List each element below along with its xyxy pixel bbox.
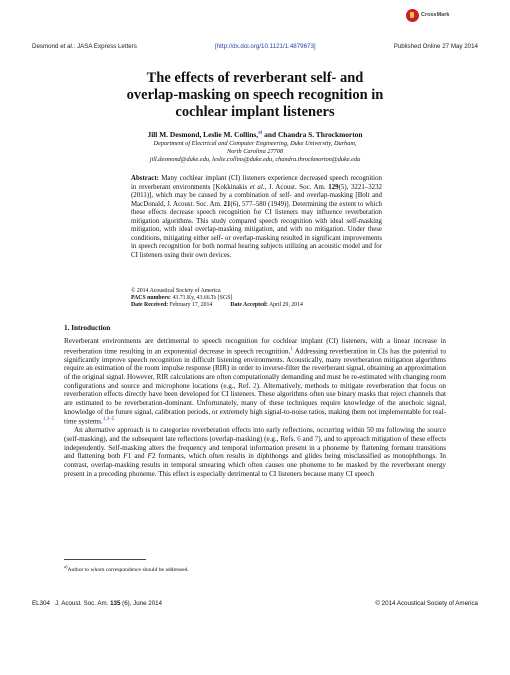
author-emails: jill.desmond@duke.edu, leslie.collins@duke.edu, chandra.throckmorton@duke.edu [149, 156, 361, 164]
abstract: Abstract: Many cochlear implant (CI) listeners experience decreased speech recognition in reverberant environments [Kokkinakis et al., J. Acoust. Soc. Am. 129(5), 3221–3232 (2011)], which may be caused by a combination of self- and overlap-masking [Bolt and MacDonald, J. Acoust. Soc. Am. 21(6), 577–580 (1949)]. Determining the extent to which these effects decrease speech recognition for CI listeners may influence reverberation mitigation algorithms. This study compared speech recognition with ideal self-masking mitigation, with ideal overlap-masking mitigation, and with no mitigation. Under these conditions, mitigating either self- or overlap-masking resulted in significant improvements in speech recognition for both normal hearing subjects utilizing an acoustic model and for CI listeners using their own devices. [131, 175, 382, 259]
crossmark-icon [406, 9, 419, 22]
body-text [64, 337, 446, 478]
article-title: The effects of reverberant self- and overlap-masking on speech recognition in cochlear implant listeners [126, 70, 384, 120]
copyright-line: © 2014 Acoustical Society of America [131, 288, 221, 294]
citation-link[interactable]: 7 [314, 434, 319, 443]
paragraph: An alternative approach is to categorize reverberation effects into early reflections, occurring within 50 ms following the source (self-masking), and the subsequent late reflections (overlap-masking) (e.g., Refs. 6 and 7), and to approach mitigation of these effects independently. Self-masking alters the frequency and temporal information present in a phoneme by flattening formant transitions and flattening both F1 and F2 formants, which often results in diphthongs and glides being misclassified as monophthongs. In contrast, overlap-masking results in temporal smearing which often causes one phoneme to be masked by the reverberant energy present in a preceding phoneme. This effect is especially detrimental to CI listeners because many CI speech [64, 426, 446, 478]
running-header [32, 43, 478, 50]
dates-line: Date Received: February 17, 2014 Date Accepted: April 29, 2014 [131, 302, 303, 308]
citation-link[interactable]: 2 [253, 381, 257, 390]
affiliation: Department of Electrical and Computer Engineering, Duke University, Durham, North Carolina 27708 jill.desmond@duke.edu, leslie.collins@duke.edu, chandra.throckmorton@duke.edu [60, 140, 450, 164]
header-left: Desmond et al.: JASA Express Letters [32, 43, 137, 50]
paragraph: Reverberant environments are detrimental to speech recognition for cochlear implant (CI) listeners, with a linear increase in reverberation time resulting in an exponential decrease in speech recognition.$^1$ Addressing reverberation in CIs has the potential to significantly improve speech recognition in difficult listening environments. Acoustically, many reverberation mitigation algorithms require an estimation of the room impulse response (RIR) in order to inverse-filter the reverberant signal, obtaining an approximation of the original signal. However, RIR calculations are often computationally demanding and must be re-estimated with changing room configurations and source and microphone locations (e.g., Ref. 2). Alternatively, methods to mitigate reverberation that focus on reverberation effects directly have been developed for CI listeners. These algorithms often use binary masks that reject channels that are estimated to be reverberation-dominant. Unfortunately, many of these techniques require knowledge of the anechoic signal, knowledge of the future signal, calibration periods, or extremely high signal-to-noise ratios, making them not implementable for real-time systems.$^{1,3-5}$ [64, 337, 446, 426]
citation-link[interactable]: 1 [290, 346, 293, 352]
article-metadata [131, 288, 386, 309]
doi-link[interactable]: [http://dx.doi.org/10.1121/1.4879673] [214, 43, 316, 50]
abstract-label: Abstract: [131, 175, 159, 182]
citation-link[interactable]: 1,3–5 [102, 417, 115, 423]
section-heading: 1. Introduction [64, 324, 111, 332]
crossmark-badge[interactable] [406, 6, 450, 24]
pacs-line: PACS numbers: 43.71.Ky, 43.66.Ts [SGS] [131, 295, 233, 301]
citation-link[interactable]: 6 [297, 434, 301, 443]
crossmark-label: CrossMark [421, 12, 450, 18]
footer-copyright: © 2014 Acoustical Society of America [375, 600, 478, 607]
footer-citation: EL304 J. Acoust. Soc. Am. 135 (6), June 2014 [32, 600, 163, 607]
footnote-rule [64, 559, 146, 560]
author-list: Jill M. Desmond, Leslie M. Collins,$^{a)}$ and Chandra S. Throckmorton [147, 130, 363, 139]
author-footnote-marker[interactable]: a) [258, 130, 263, 136]
publication-date: Published Online 27 May 2014 [393, 43, 478, 50]
footnote: $^{a)}$Author to whom correspondence should be addressed. [64, 564, 189, 573]
